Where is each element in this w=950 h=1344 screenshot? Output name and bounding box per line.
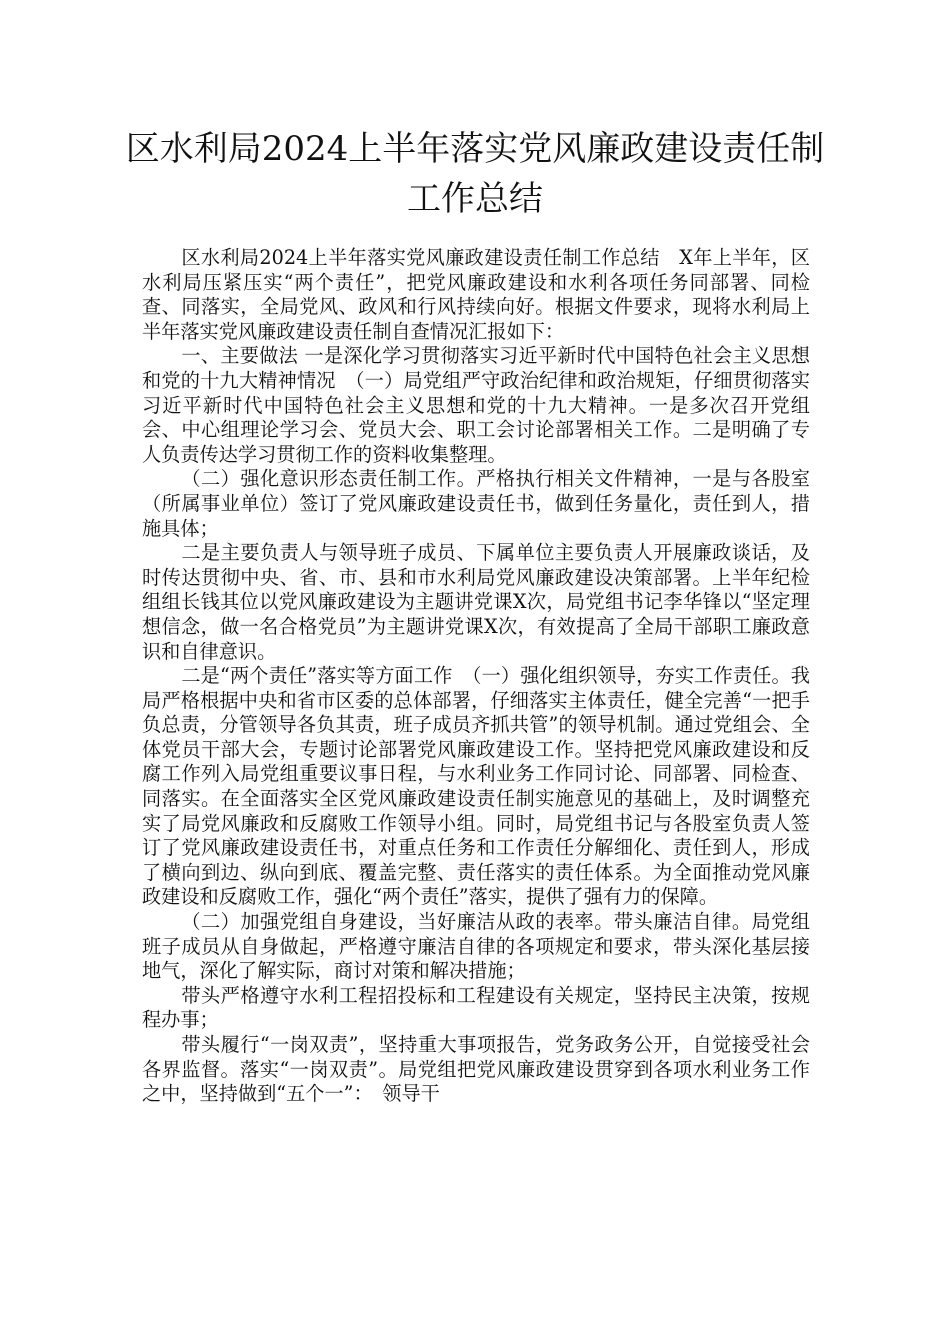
document-body <box>142 246 810 1107</box>
paragraph: （二）强化意识形态责任制工作。严格执行相关文件精神，一是与各股室（所属事业单位）签订了党风廉政建设责任书，做到任务量化，责任到人，措施具体； <box>142 467 810 540</box>
paragraph: 带头履行“一岗双责”，坚持重大事项报告，党务政务公开，自觉接受社会各界监督。落实“一岗双责”。局党组把党风廉政建设贯穿到各项水利业务工作之中，坚持做到“五个一”： 领导干 <box>142 1033 810 1106</box>
paragraph: 一、主要做法 一是深化学习贯彻落实习近平新时代中国特色社会主义思想和党的十九大精神情况 （一）局党组严守政治纪律和政治规矩，仔细贯彻落实习近平新时代中国特色社会主义思想和党的十九大精神。一是多次召开党组会、中心组理论学习会、党员大会、职工会讨论部署相关工作。二是明确了专人负责传达学习贯彻工作的资料收集整理。 <box>142 344 810 466</box>
paragraph: 二是主要负责人与领导班子成员、下属单位主要负责人开展廉政谈话，及时传达贯彻中央、省、市、县和市水利局党风廉政建设决策部署。上半年纪检组组长钱其位以党风廉政建设为主题讲党课X次，局党组书记李华锋以“坚定理想信念，做一名合格党员”为主题讲党课X次，有效提高了全局干部职工廉政意识和自律意识。 <box>142 541 810 663</box>
paragraph: 二是“两个责任”落实等方面工作 （一）强化组织领导，夯实工作责任。我局严格根据中央和省市区委的总体部署，仔细落实主体责任，健全完善“一把手负总责，分管领导各负其责，班子成员齐抓共管”的领导机制。通过党组会、全体党员干部大会，专题讨论部署党风廉政建设工作。坚持把党风廉政建设和反腐工作列入局党组重要议事日程，与水利业务工作同讨论、同部署、同检查、同落实。在全面落实全区党风廉政建设责任制实施意见的基础上，及时调整充实了局党风廉政和反腐败工作领导小组。同时，局党组书记与各股室负责人签订了党风廉政建设责任书，对重点任务和工作责任分解细化、责任到人，形成了横向到边、纵向到底、覆盖完整、责任落实的责任体系。为全面推动党风廉政建设和反腐败工作，强化“两个责任”落实，提供了强有力的保障。 <box>142 664 810 909</box>
document-title: 区水利局2024上半年落实党风廉政建设责任制工作总结 <box>125 129 825 219</box>
paragraph: （二）加强党组自身建设，当好廉洁从政的表率。带头廉洁自律。局党组班子成员从自身做起，严格遵守廉洁自律的各项规定和要求，带头深化基层接地气，深化了解实际，商讨对策和解决措施； <box>142 910 810 983</box>
paragraph: 区水利局2024上半年落实党风廉政建设责任制工作总结 X年上半年，区水利局压紧压实“两个责任”，把党风廉政建设和水利各项任务同部署、同检查、同落实，全局党风、政风和行风持续向好。根据文件要求，现将水利局上半年落实党风廉政建设责任制自查情况汇报如下： <box>142 246 810 343</box>
paragraph: 带头严格遵守水利工程招投标和工程建设有关规定，坚持民主决策，按规程办事； <box>142 983 810 1032</box>
